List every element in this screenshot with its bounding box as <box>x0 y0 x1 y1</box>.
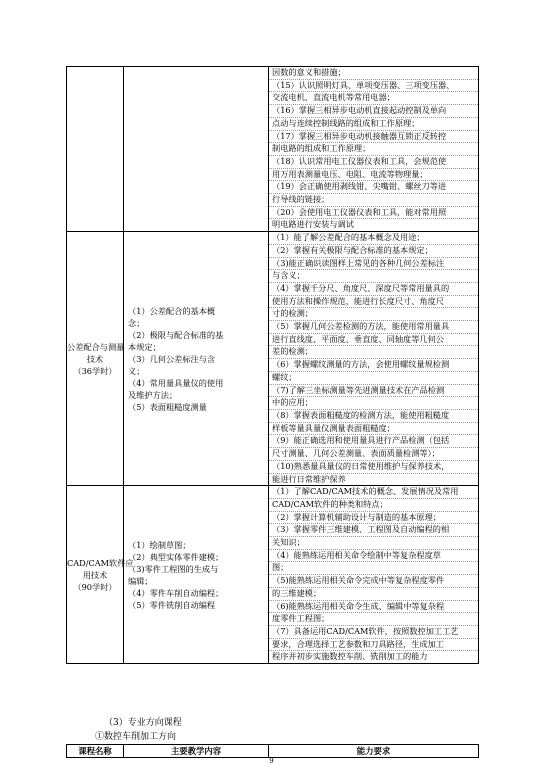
ability-line: （1）了解CAD/CAM技术的概念、发展情况及常用 <box>269 486 478 499</box>
ability-line: 样板等量具量仪测量表面粗糙度； <box>269 423 478 436</box>
ability-line: 交流电机、直流电机等常用电器； <box>269 92 478 105</box>
ability-line: 螺纹； <box>269 372 478 385</box>
content-line: （3）几何公差标注与含 <box>128 353 216 364</box>
ability-line: （8）掌握表面粗糙度的检测方法，能使用粗糙度 <box>269 410 478 423</box>
content-line: （5）表面粗糙度测量 <box>128 401 207 412</box>
ability-line: CAD/CAM软件的种类和特点； <box>269 499 478 512</box>
course-name-line: 公差配合与测量 <box>67 341 125 352</box>
header-teaching-content: 主要教学内容 <box>124 745 269 758</box>
ability-line: （17）掌握三相异步电动机接触器互锁正反转控 <box>269 131 478 144</box>
content-line: （3)零件工程图的生成与 <box>128 563 219 574</box>
ability-line: 寸的检测； <box>269 308 478 321</box>
content-line: 及维护方法； <box>128 389 178 400</box>
header-course-name: 课程名称 <box>67 745 124 758</box>
page-number: 9 <box>269 757 274 765</box>
ability-requirement-cell <box>269 486 479 664</box>
ability-line: 制电路的组成和工作原理； <box>269 143 478 156</box>
teaching-content-cell <box>124 67 269 232</box>
course-name-line: 技术 <box>86 353 104 364</box>
ability-line: 点动与连续控制线路的组成和工作原理； <box>269 118 478 131</box>
content-line: 念； <box>128 317 145 328</box>
next-table-header <box>66 744 479 758</box>
ability-line: 明电路进行安装与调试 <box>272 219 354 230</box>
content-line: 义； <box>128 365 145 376</box>
content-line: （4）常用量具量仪的使用 <box>128 377 224 388</box>
ability-line: （19）会正确使用剥线钳、尖嘴钳、螺丝刀等进 <box>269 181 478 194</box>
ability-line: （16）掌握三相异步电动机直接起动控制及单向 <box>269 105 478 118</box>
table-row <box>67 486 479 664</box>
content-line: （2）极限与配合标准的基 <box>128 329 224 340</box>
ability-line: 行导线的链接； <box>269 194 478 207</box>
ability-line: （1）能了解公差配合的基本概念及用途； <box>269 232 478 245</box>
ability-line: （2）掌握计算机辅助设计与制造的基本原理； <box>269 512 478 525</box>
course-name-line: 用技术 <box>82 569 108 580</box>
ability-line: （5)能熟练运用相关命令完成中等复杂程度零件 <box>269 575 478 588</box>
ability-line: （18）认识常用电工仪器仪表和工具，会规范使 <box>269 156 478 169</box>
content-line: 编辑； <box>128 575 153 586</box>
ability-line: （2）掌握有关极限与配合标准的基本规定； <box>269 245 478 258</box>
header-row <box>67 745 479 758</box>
ability-line: 尺寸测量、几何公差测量、表面质量检测等）； <box>269 448 478 461</box>
ability-line: 与含义； <box>269 270 478 283</box>
ability-line: （20）会使用电工仪器仪表和工具，能对常用照 <box>269 207 478 220</box>
ability-line: （7)了解三坐标测量等先进测量技术在产品检测 <box>269 385 478 398</box>
ability-line: 要求，合理选择工艺参数和刀具路径，生成加工 <box>269 639 478 652</box>
content-line: （2）典型实体零件建模； <box>128 551 224 562</box>
ability-line: （6）掌握螺纹测量的方法，会使用螺纹量规检测 <box>269 359 478 372</box>
ability-line: 度零件工程图； <box>269 613 478 626</box>
ability-line: 能进行日常维护保养 <box>272 473 346 484</box>
ability-line: 用万用表测量电压、电阻、电流等物理量； <box>269 169 478 182</box>
ability-line: 中的应用； <box>269 397 478 410</box>
ability-line: （3)能正确识读图样上常见的各种几何公差标注 <box>269 258 478 271</box>
ability-line: 差的检测； <box>269 346 478 359</box>
ability-line: 关知识； <box>269 537 478 550</box>
ability-line: 程序并初步实施数控车削、铣削加工的能力 <box>272 651 428 662</box>
ability-line: （4）能熟练运用相关命令绘制中等复杂程度草 <box>269 550 478 563</box>
ability-line: （7）具备运用CAD/CAM软件，按照数控加工工艺 <box>269 626 478 639</box>
content-line: （4）零件车削自动编程； <box>128 587 224 598</box>
ability-line: （4）掌握千分尺、角度尺、深度尺等常用量具的 <box>269 283 478 296</box>
ability-line: （3）掌握零件三维建模、工程图及自动编程的相 <box>269 524 478 537</box>
content-line: （5）零件铣削自动编程 <box>128 599 216 610</box>
content-line: （1）绘制草图； <box>128 539 191 550</box>
ability-line: 使用方法和操作规范，能进行长度尺寸、角度尺 <box>269 296 478 309</box>
curriculum-table <box>66 66 479 664</box>
content-line: 本规定； <box>128 341 161 352</box>
ability-line: （5）掌握几何公差检测的方法，能使用常用量具 <box>269 321 478 334</box>
subsection-heading: ①数控车削加工方向 <box>95 732 177 742</box>
course-name-line: CAD/CAM软件应 <box>67 557 134 568</box>
ability-requirement-cell <box>269 67 479 232</box>
ability-requirement-cell <box>269 232 479 486</box>
teaching-content-cell <box>124 232 269 486</box>
ability-line: 的三维建模； <box>269 588 478 601</box>
course-name-cell <box>67 232 124 486</box>
ability-line: （10)熟悉量具量仪的日常使用维护与保养技术， <box>269 461 478 474</box>
course-hours: （90学时） <box>73 581 117 592</box>
ability-line: 图； <box>269 562 478 575</box>
table-row <box>67 232 479 486</box>
header-ability-requirement: 能力要求 <box>269 745 479 758</box>
course-hours: （36学时） <box>73 365 117 376</box>
ability-line: 因数的意义和措施； <box>269 67 478 80</box>
course-name-cell <box>67 67 124 232</box>
ability-line: （9）能正确选用和使用量具进行产品检测（包括 <box>269 435 478 448</box>
section-heading: （3）专业方向课程 <box>104 718 182 728</box>
table-row <box>67 67 479 232</box>
ability-line: （15）认识照明灯具、单项变压器、三项变压器、 <box>269 80 478 93</box>
ability-line: 进行直线度、平面度、垂直度、同轴度等几何公 <box>269 334 478 347</box>
ability-line: （6)能熟练运用相关命令生成、编辑中等复杂程 <box>269 601 478 614</box>
content-line: （1）公差配合的基本概 <box>128 305 216 316</box>
teaching-content-cell <box>124 486 269 664</box>
course-name-cell <box>67 486 134 664</box>
